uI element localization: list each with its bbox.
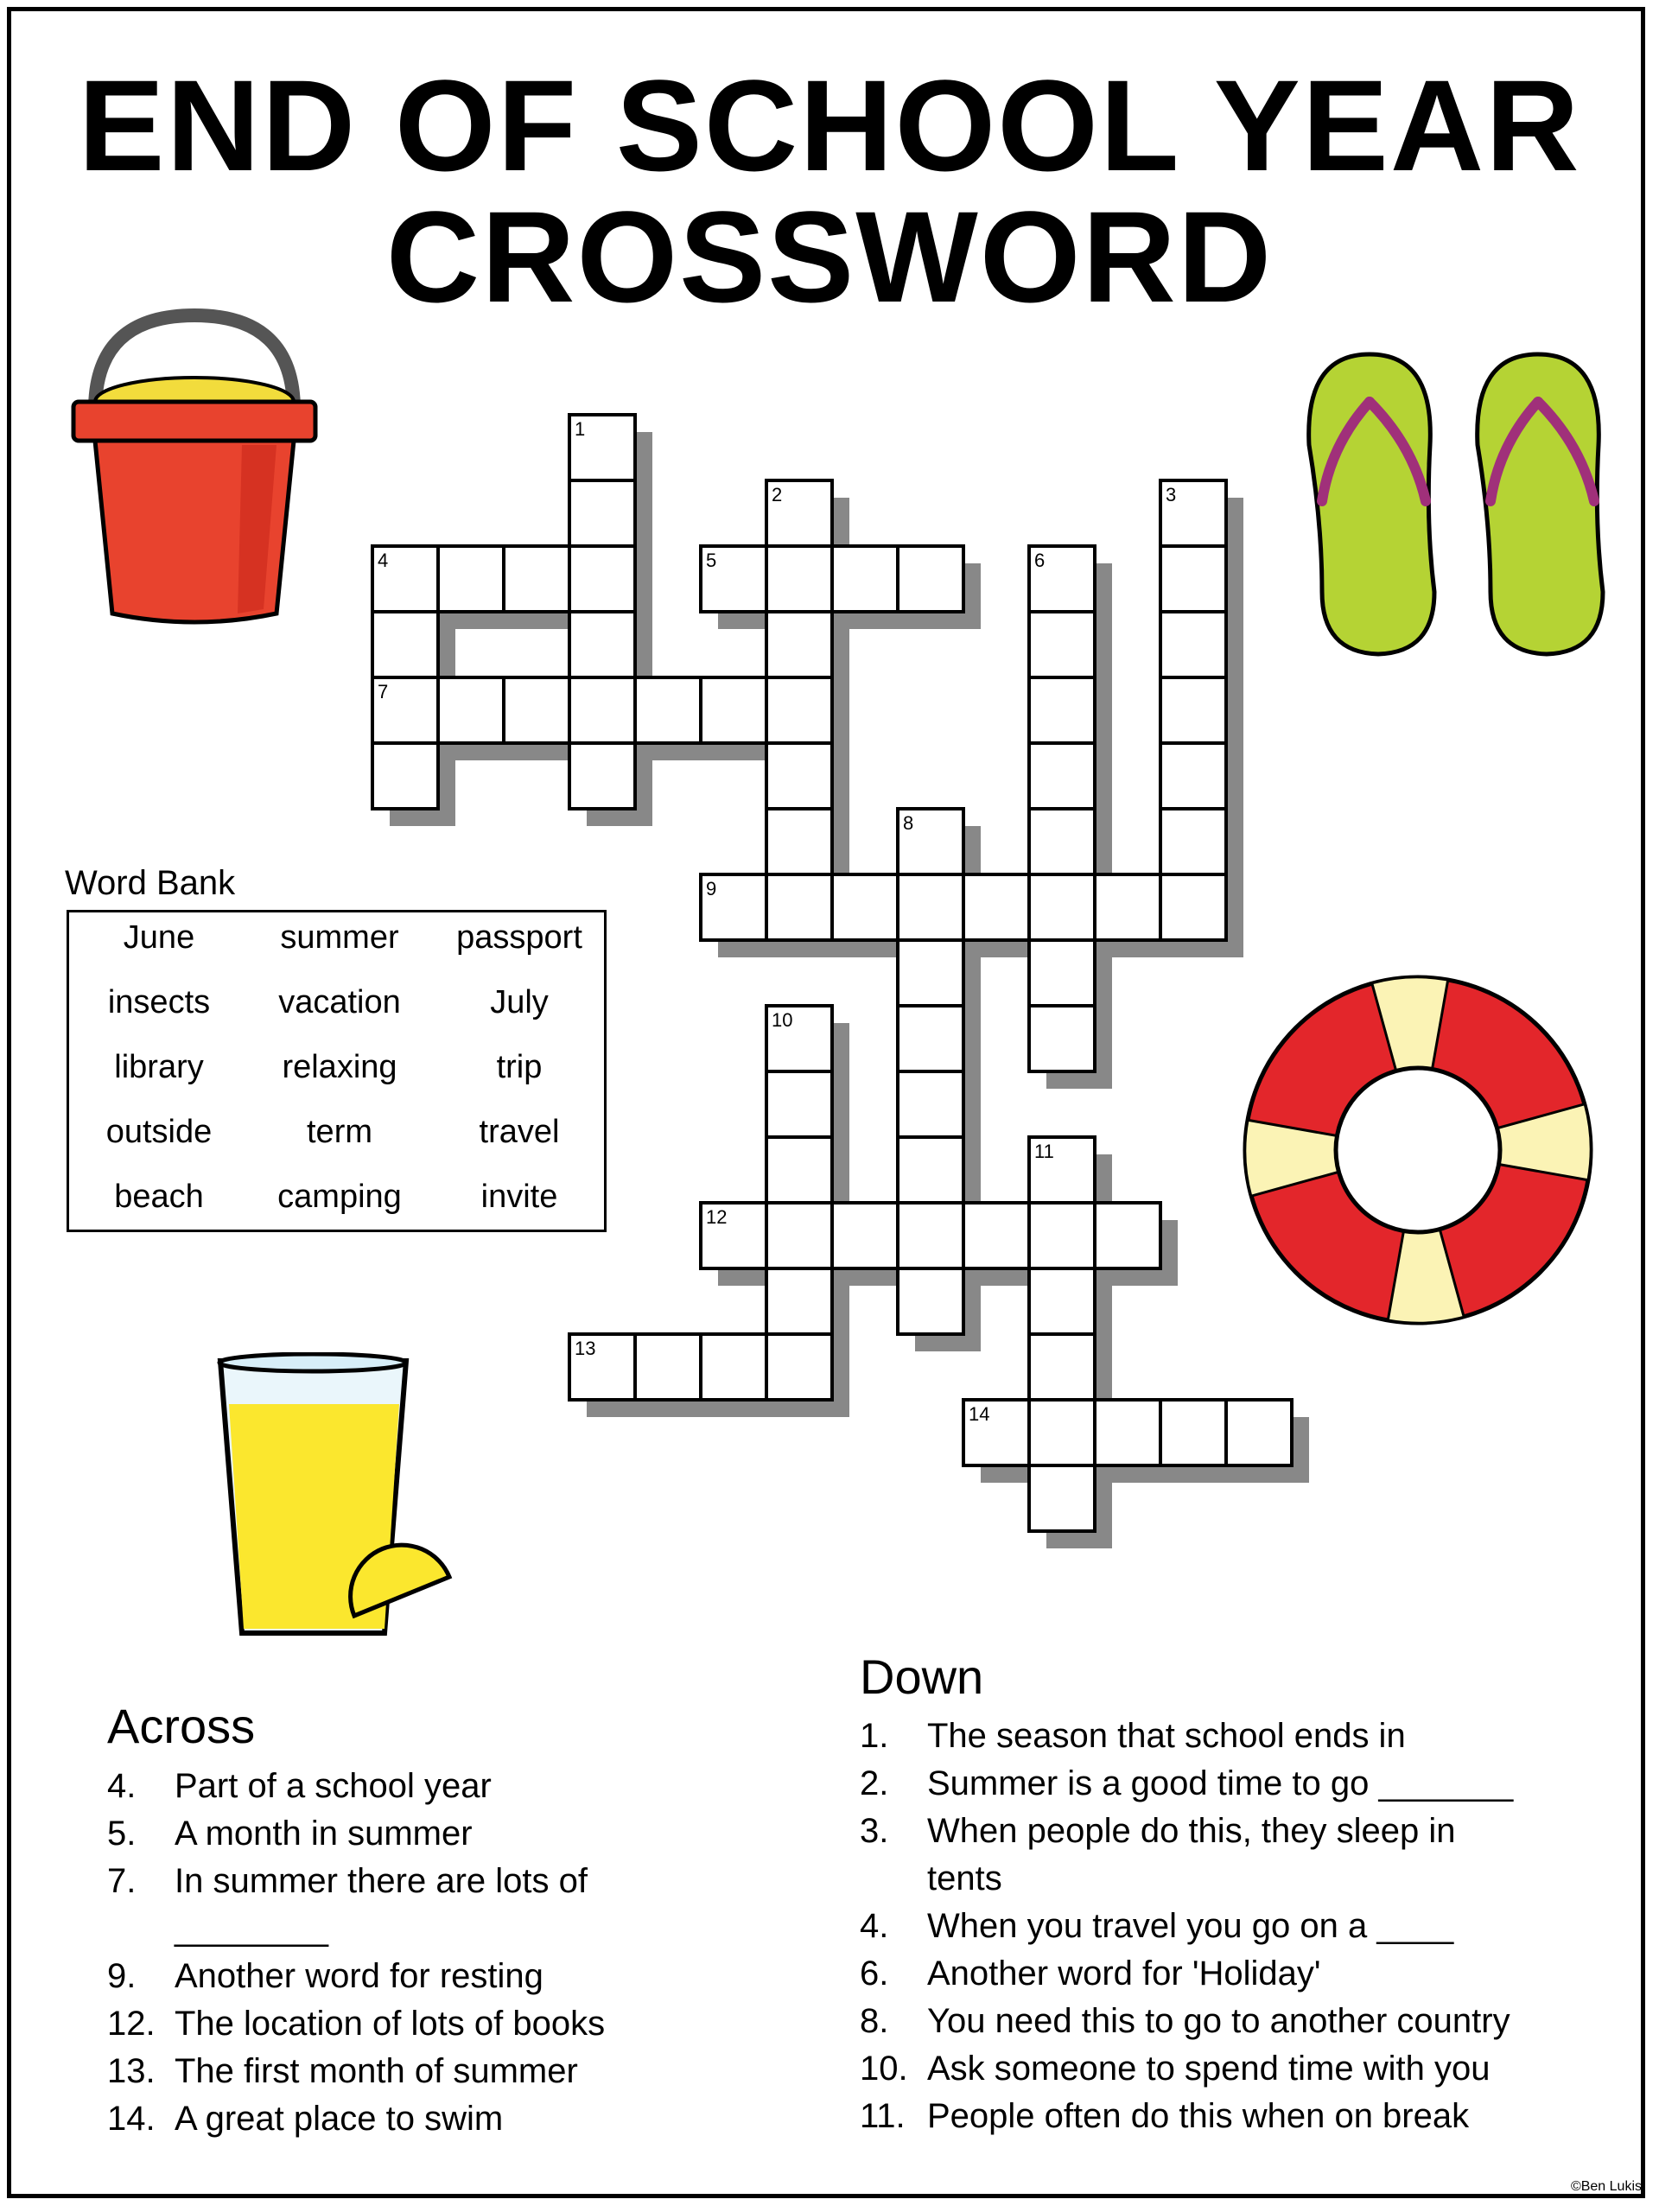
clue-text: You need this to go to another country — [927, 2002, 1510, 2040]
down-clues — [860, 1713, 1577, 2140]
title-line-2: CROSSWORD — [385, 184, 1274, 329]
crossword-cell[interactable] — [1159, 807, 1228, 876]
word-bank-word: term — [307, 1114, 372, 1150]
crossword-cell[interactable] — [896, 1070, 965, 1139]
crossword-cell[interactable] — [1159, 479, 1228, 548]
clue-number: 11. — [860, 2097, 906, 2135]
clue-number: 10 — [772, 1009, 793, 1031]
crossword-cell[interactable] — [1027, 1332, 1096, 1402]
crossword-cell[interactable] — [1093, 873, 1162, 942]
crossword-cell[interactable] — [1027, 1398, 1096, 1467]
crossword-cell[interactable] — [765, 873, 834, 942]
word-bank-word: insects — [107, 984, 211, 1020]
crossword-cell[interactable] — [1159, 610, 1228, 679]
crossword-cell[interactable] — [1027, 1201, 1096, 1270]
clue-number: 2. — [860, 1764, 889, 1802]
down-clue — [860, 2045, 1577, 2093]
across-clue — [107, 1763, 660, 1810]
crossword-cell[interactable] — [1027, 544, 1096, 613]
crossword-cell[interactable] — [633, 676, 702, 745]
clue-number: 4. — [107, 1767, 137, 1805]
down-clue — [860, 1808, 1577, 1903]
crossword-cell[interactable] — [568, 676, 637, 745]
clue-number: 3. — [860, 1812, 889, 1850]
word-bank-word: relaxing — [282, 1049, 397, 1085]
clue-number: 14. — [107, 2100, 156, 2138]
crossword-cell[interactable] — [1027, 741, 1096, 810]
crossword-cell[interactable] — [765, 1332, 834, 1402]
crossword-cell[interactable] — [1027, 676, 1096, 745]
clue-text: A month in summer — [175, 1815, 473, 1853]
crossword-cell[interactable] — [371, 741, 440, 810]
clue-number: 5 — [706, 550, 717, 571]
clue-number: 6 — [1034, 550, 1046, 571]
crossword-cell[interactable] — [371, 610, 440, 679]
crossword-cell[interactable] — [896, 1267, 965, 1336]
clue-number: 11 — [1034, 1141, 1054, 1162]
clue-number: 12 — [706, 1206, 728, 1228]
clue-number: 13 — [575, 1338, 596, 1359]
clue-number: 10. — [860, 2050, 908, 2088]
crossword-cell[interactable] — [1027, 1004, 1096, 1073]
clue-text: Another word for resting — [175, 1957, 543, 1995]
crossword-cell[interactable] — [699, 544, 768, 613]
crossword-cell[interactable] — [765, 1201, 834, 1270]
crossword-cell[interactable] — [1027, 873, 1096, 942]
sand-bucket-icon — [69, 307, 320, 631]
crossword-cell[interactable] — [830, 873, 899, 942]
crossword-cell[interactable] — [436, 676, 505, 745]
across-clues — [107, 1763, 660, 2143]
clue-text: Another word for 'Holiday' — [927, 1955, 1321, 1993]
title-line-1: END OF SCHOOL YEAR — [78, 53, 1581, 198]
word-bank — [67, 910, 607, 1232]
clue-number: 14 — [969, 1403, 990, 1425]
clue-number: 9 — [706, 878, 717, 899]
crossword-cell[interactable] — [568, 479, 637, 548]
crossword-cell[interactable] — [371, 544, 440, 613]
clue-number: 6. — [860, 1955, 889, 1993]
crossword-cell[interactable] — [765, 741, 834, 810]
clue-text: When you travel you go on a ____ — [927, 1907, 1454, 1945]
crossword-cell[interactable] — [765, 479, 834, 548]
clue-number: 7 — [378, 681, 389, 702]
crossword-cell[interactable] — [568, 413, 637, 482]
crossword-cell[interactable] — [962, 1398, 1031, 1467]
clue-text: People often do this when on break — [927, 2097, 1470, 2135]
clue-text: Summer is a good time to go _______ — [927, 1764, 1514, 1802]
clue-number: 12. — [107, 2005, 156, 2043]
crossword-cell[interactable] — [765, 1267, 834, 1336]
down-clue — [860, 2093, 1577, 2140]
crossword-cell[interactable] — [502, 676, 571, 745]
crossword-cell[interactable] — [765, 676, 834, 745]
crossword-cell[interactable] — [896, 807, 965, 876]
clue-number: 9. — [107, 1957, 137, 1995]
word-bank-word: July — [490, 984, 549, 1020]
crossword-cell[interactable] — [765, 1135, 834, 1205]
across-clue — [107, 1858, 660, 1953]
crossword-cell[interactable] — [830, 1201, 899, 1270]
word-bank-word: summer — [280, 919, 399, 956]
crossword-cell[interactable] — [962, 873, 1031, 942]
word-bank-label: Word Bank — [65, 864, 236, 902]
crossword-cell[interactable] — [1027, 938, 1096, 1007]
crossword-cell[interactable] — [1093, 1398, 1162, 1467]
crossword-cell[interactable] — [896, 873, 965, 942]
crossword-cell[interactable] — [1159, 873, 1228, 942]
down-clue — [860, 1903, 1577, 1950]
crossword-cell[interactable] — [633, 1332, 702, 1402]
crossword-cell[interactable] — [1159, 1398, 1228, 1467]
across-clue — [107, 1953, 660, 2000]
clue-number: 1 — [575, 418, 586, 440]
across-clue — [107, 2000, 660, 2048]
clue-number: 8. — [860, 2002, 889, 2040]
clue-number: 4 — [378, 550, 389, 571]
crossword-cell[interactable] — [896, 544, 965, 613]
crossword-cell[interactable] — [568, 1332, 637, 1402]
crossword-cell[interactable] — [1027, 610, 1096, 679]
copyright: ©Ben Lukis — [1570, 2179, 1642, 2194]
clue-number: 2 — [772, 484, 783, 505]
across-clue — [107, 2095, 660, 2143]
crossword-cell[interactable] — [699, 1332, 768, 1402]
crossword-cell[interactable] — [436, 544, 505, 613]
word-bank-word: invite — [480, 1179, 558, 1215]
crossword-cell[interactable] — [568, 544, 637, 613]
across-heading: Across — [107, 1699, 256, 1753]
clue-text: When people do this, they sleep in tents — [927, 1812, 1456, 1897]
word-bank-word: June — [123, 919, 195, 956]
crossword-cell[interactable] — [502, 544, 571, 613]
crossword-cell[interactable] — [568, 610, 637, 679]
clue-text: The first month of summer — [175, 2052, 578, 2090]
crossword-cell[interactable] — [896, 1201, 965, 1270]
crossword-cell[interactable] — [371, 676, 440, 745]
crossword-cell[interactable] — [1159, 676, 1228, 745]
clue-number: 4. — [860, 1907, 889, 1945]
clue-text: Ask someone to spend time with you — [927, 2050, 1491, 2088]
crossword-cell[interactable] — [699, 676, 768, 745]
word-bank-word: vacation — [278, 984, 401, 1020]
crossword-cell[interactable] — [1093, 1201, 1162, 1270]
clue-number: 8 — [903, 812, 914, 834]
clue-number: 1. — [860, 1717, 889, 1755]
across-clue — [107, 2048, 660, 2095]
clue-text: Part of a school year — [175, 1767, 492, 1805]
down-clue — [860, 1713, 1577, 1760]
crossword-cell[interactable] — [1159, 544, 1228, 613]
crossword-cell[interactable] — [896, 938, 965, 1007]
clue-number: 13. — [107, 2052, 156, 2090]
word-bank-word: trip — [496, 1049, 543, 1085]
clue-text: The season that school ends in — [927, 1717, 1406, 1755]
clue-text: The location of lots of books — [175, 2005, 606, 2043]
crossword-cell[interactable] — [568, 741, 637, 810]
crossword-cell[interactable] — [765, 807, 834, 876]
clue-number: 3 — [1166, 484, 1177, 505]
crossword-cell[interactable] — [699, 873, 768, 942]
crossword-cell[interactable] — [896, 1135, 965, 1205]
down-clue — [860, 1760, 1577, 1808]
word-bank-word: outside — [105, 1114, 213, 1150]
clue-number: 5. — [107, 1815, 137, 1853]
crossword-cell[interactable] — [1027, 1135, 1096, 1205]
crossword-cell[interactable] — [699, 1201, 768, 1270]
crossword-cell[interactable] — [896, 1004, 965, 1073]
across-clue — [107, 1810, 660, 1858]
word-bank-word: passport — [456, 919, 582, 956]
clue-number: 7. — [107, 1862, 137, 1900]
clue-text: In summer there are lots of ________ — [175, 1862, 588, 1948]
word-bank-word: camping — [277, 1179, 402, 1215]
word-bank-word: library — [114, 1049, 204, 1085]
crossword-cell[interactable] — [1159, 741, 1228, 810]
word-bank-word: beach — [114, 1179, 204, 1215]
crossword-cell[interactable] — [1224, 1398, 1294, 1467]
crossword-cell[interactable] — [962, 1201, 1031, 1270]
down-heading: Down — [860, 1649, 984, 1704]
crossword-cell[interactable] — [765, 610, 834, 679]
crossword-cell[interactable] — [765, 1004, 834, 1073]
crossword-cell[interactable] — [765, 1070, 834, 1139]
crossword-cell[interactable] — [1027, 807, 1096, 876]
crossword-cell[interactable] — [1027, 1267, 1096, 1336]
crossword-cell[interactable] — [1027, 1464, 1096, 1533]
clue-text: A great place to swim — [175, 2100, 504, 2138]
word-bank-word: travel — [479, 1114, 560, 1150]
crossword-cell[interactable] — [765, 544, 834, 613]
down-clue — [860, 1950, 1577, 1998]
crossword-cell[interactable] — [830, 544, 899, 613]
down-clue — [860, 1998, 1577, 2045]
